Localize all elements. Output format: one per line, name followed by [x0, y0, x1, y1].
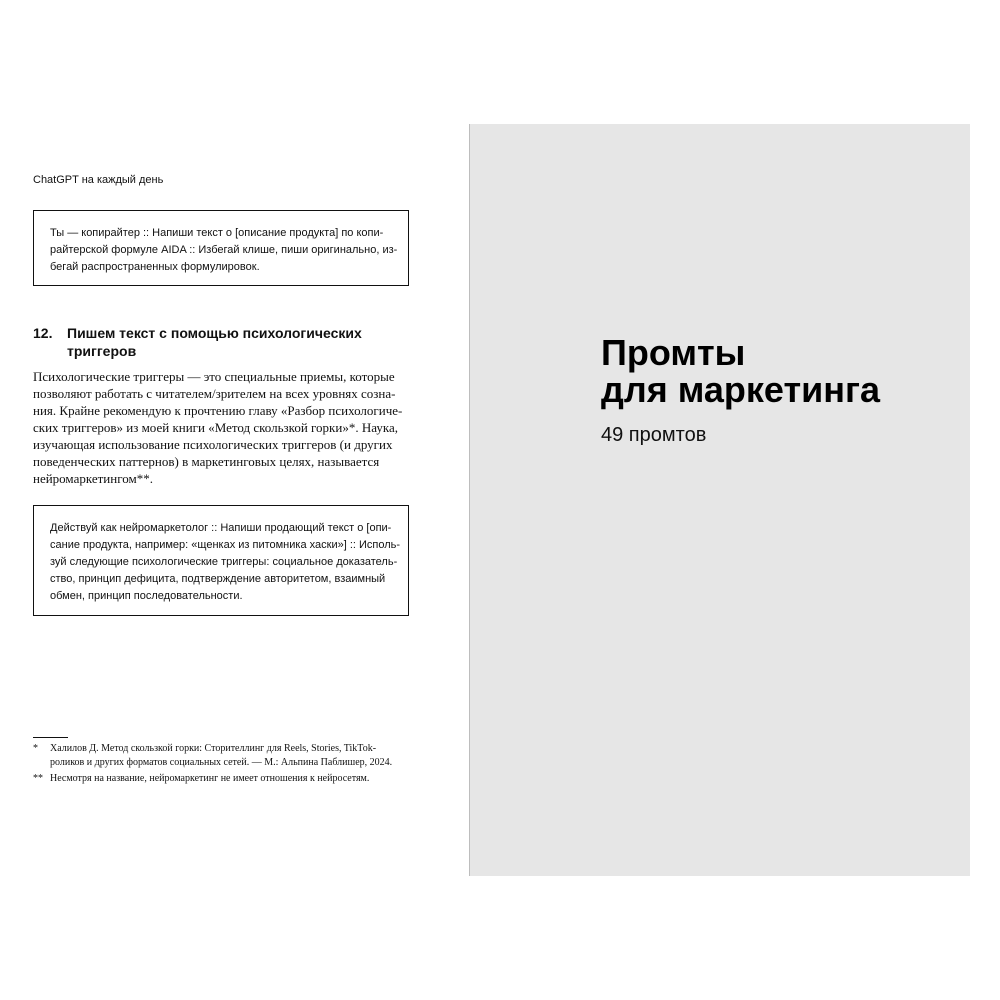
body-line: поведенческих паттернов) в маркетинговых целях, называется [33, 454, 380, 469]
prompt-line: сание продукта, например: «щенках из питомника хаски»] :: Исполь- [50, 539, 401, 551]
footnote-line: роликов и других форматов социальных сетей. — М.: Альпина Паблишер, 2024. [50, 756, 393, 768]
footnote [33, 772, 413, 786]
body-line: позволяют работать с читателем/зрителем на всех уровнях созна- [33, 386, 396, 401]
prompt-line: Ты — копирайтер :: Напиши текст о [описание продукта] по копи- [50, 227, 384, 239]
footnote-divider [33, 737, 68, 738]
body-paragraph [33, 368, 409, 487]
body-line: нейромаркетингом**. [33, 471, 153, 486]
footnote [33, 742, 413, 769]
section-title-line: Пишем текст с помощью психологических [67, 325, 362, 341]
chapter-title-line: Промты [601, 332, 746, 373]
prompt-box-aida [33, 210, 409, 286]
body-line: изучающая использование психологических триггеров (и других [33, 437, 393, 452]
prompt-line: бегай распространенных формулировок. [50, 261, 260, 273]
footnote-mark: * [33, 743, 38, 754]
prompt-line: зуй следующие психологические триггеры: социальное доказатель- [50, 556, 398, 568]
section-title-line: триггеров [67, 343, 137, 359]
body-line: ских триггеров» из моей книги «Метод скользкой горки»*. Наука, [33, 420, 398, 435]
prompt-line: обмен, принцип последовательности. [50, 590, 243, 602]
footnote-line: Халилов Д. Метод скользкой горки: Сторителлинг для Reels, Stories, TikTok- [50, 743, 377, 754]
chapter-title-line: для маркетинга [601, 369, 880, 410]
chapter-subtitle: 49 промтов [601, 424, 707, 446]
footnote-line: Несмотря на название, нейромаркетинг не имеет отношения к нейросетям. [50, 773, 370, 784]
prompt-line: Действуй как нейромаркетолог :: Напиши продающий текст о [опи- [50, 522, 392, 534]
footnote-mark: ** [33, 773, 43, 784]
prompt-line: ство, принцип дефицита, подтверждение авторитетом, взаимный [50, 573, 386, 585]
body-line: Психологические триггеры — это специальные приемы, которые [33, 369, 395, 384]
running-head: ChatGPT на каждый день [33, 174, 164, 186]
section-number: 12. [33, 325, 53, 341]
body-line: ния. Крайне рекомендую к прочтению главу «Разбор психологиче- [33, 403, 403, 418]
left-page [0, 0, 470, 1000]
section-title [67, 324, 407, 360]
prompt-box-neuromarketing [33, 505, 409, 616]
chapter-title [601, 334, 880, 408]
prompt-line: райтерской формуле AIDA :: Избегай клише, пиши оригинально, из- [50, 244, 398, 256]
footnotes [33, 742, 413, 789]
chapter-title-page [469, 124, 970, 876]
